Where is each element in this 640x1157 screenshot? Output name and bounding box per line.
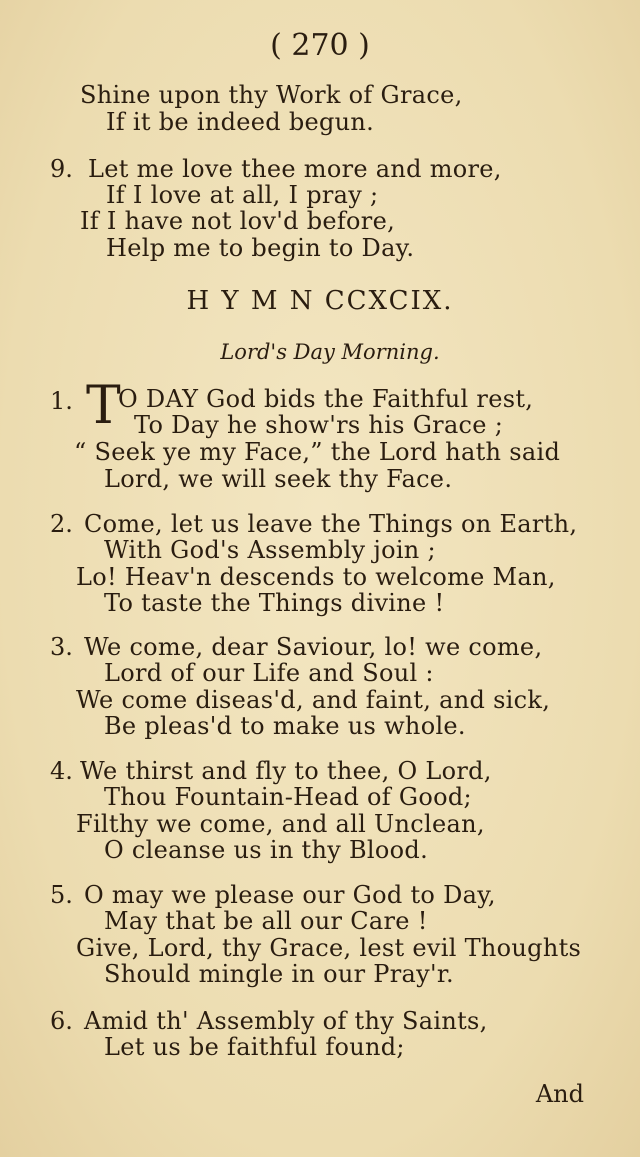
catchword: And <box>535 1080 584 1108</box>
verse-line: Filthy we come, and all Unclean, <box>76 810 485 838</box>
verse-line: Lord of our Life and Soul : <box>104 659 434 687</box>
verse-line: We come diseas'd, and faint, and sick, <box>76 686 551 714</box>
verse-line: If it be indeed begun. <box>106 108 375 136</box>
hymn-subtitle: Lord's Day Morning. <box>220 340 440 364</box>
verse-line: O may we please our God to Day, <box>84 881 496 909</box>
verse-line: Lo! Heav'n descends to welcome Man, <box>76 563 556 591</box>
verse-line: Help me to begin to Day. <box>106 234 415 262</box>
verse-line: Let us be faithful found; <box>104 1033 405 1061</box>
verse-line: To Day he show'rs his Grace ; <box>134 411 504 439</box>
verse-line: If I have not lov'd before, <box>80 207 396 235</box>
verse-line: If I love at all, I pray ; <box>106 181 379 209</box>
hymn-title: H Y M N CCXCIX. <box>186 286 454 316</box>
verse-number: 3. <box>50 633 73 661</box>
verse-line: We thirst and fly to thee, O Lord, <box>80 757 492 785</box>
drop-cap: T <box>86 376 121 436</box>
verse-number: 1. <box>50 387 73 415</box>
verse-line: Be pleas'd to make us whole. <box>104 712 466 740</box>
verse-line: We come, dear Saviour, lo! we come, <box>84 633 543 661</box>
verse-number: 2. <box>50 510 73 538</box>
verse-line: Give, Lord, thy Grace, lest evil Thoughts <box>76 934 582 962</box>
verse-number: 6. <box>50 1007 73 1035</box>
verse-number: 9. <box>50 155 73 183</box>
page-number: ( 270 ) <box>270 28 370 63</box>
verse-line: Thou Fountain-Head of Good; <box>104 783 472 811</box>
verse-line: Lord, we will seek thy Face. <box>104 465 453 493</box>
verse-line: May that be all our Care ! <box>104 907 428 935</box>
verse-line: Amid th' Assembly of thy Saints, <box>84 1007 488 1035</box>
verse-line: To taste the Things divine ! <box>104 589 445 617</box>
verse-line: Come, let us leave the Things on Earth, <box>84 510 578 538</box>
verse-line: Let me love thee more and more, <box>88 155 502 183</box>
verse-line: “ Seek ye my Face,” the Lord hath said <box>74 438 561 466</box>
verse-line: O cleanse us in thy Blood. <box>104 836 428 864</box>
verse-line: Should mingle in our Pray'r. <box>104 960 454 988</box>
verse-line: Shine upon thy Work of Grace, <box>80 81 463 109</box>
verse-line: With God's Assembly join ; <box>104 536 436 564</box>
verse-number: 4. <box>50 757 73 785</box>
verse-number: 5. <box>50 881 73 909</box>
verse-line: O DAY God bids the Faithful rest, <box>118 385 534 413</box>
